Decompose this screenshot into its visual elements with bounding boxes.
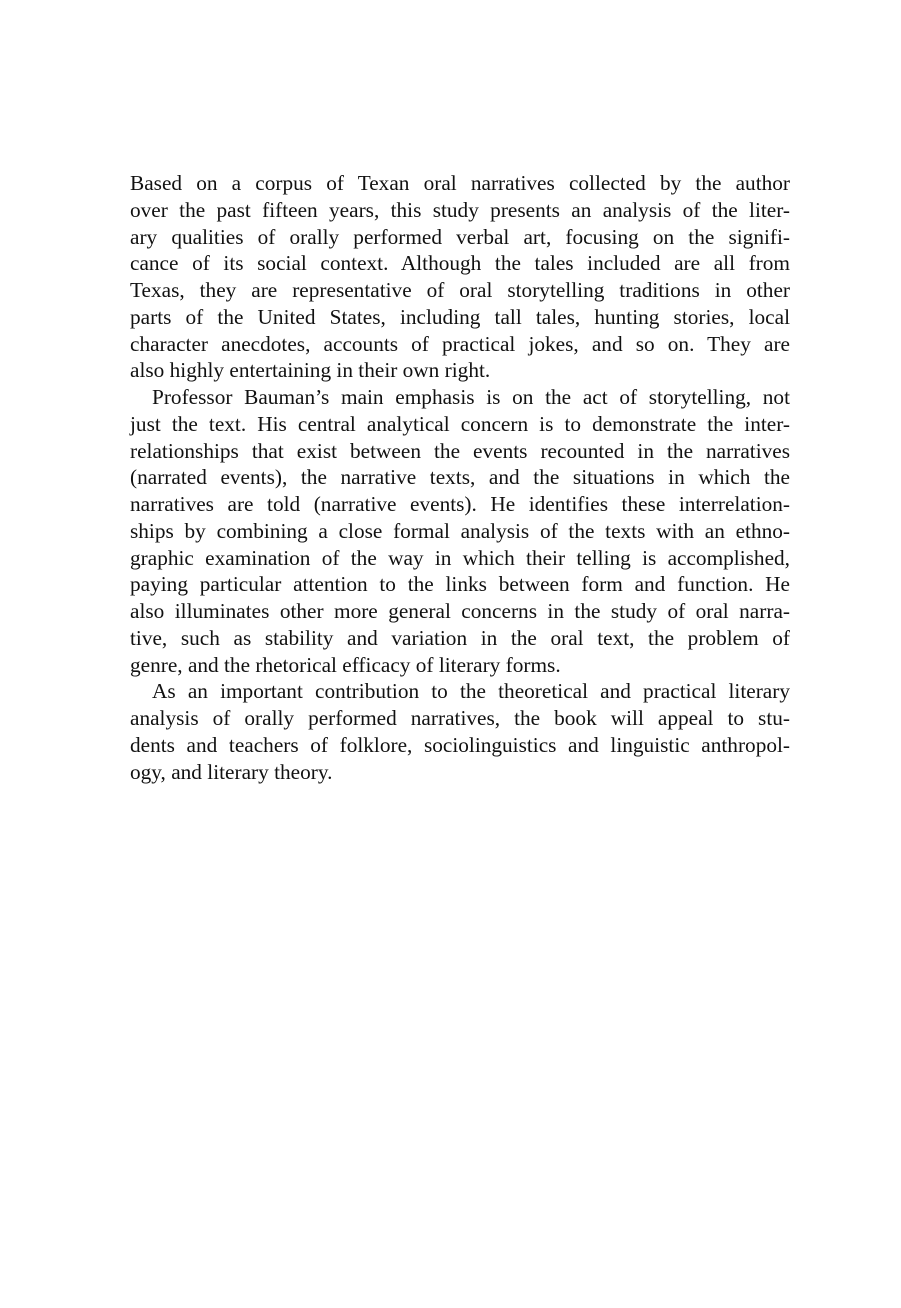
text-line: also highly entertaining in their own right. — [130, 358, 491, 383]
text-line: parts of the United States, including tall tales, hunting stories, local — [130, 304, 790, 329]
paragraph-3 — [130, 678, 790, 785]
text-line: character anecdotes, accounts of practical jokes, and so on. They are — [130, 331, 790, 356]
text-line: ary qualities of orally performed verbal art, focusing on the signifi- — [130, 224, 790, 249]
text-line: also illuminates other more general concerns in the study of oral narra- — [130, 599, 790, 623]
text-line: genre, and the rhetorical efficacy of literary forms. — [130, 652, 561, 677]
text-line: dents and teachers of folklore, sociolinguistics and linguistic anthropol- — [130, 732, 790, 757]
text-line: (narrated events), the narrative texts, and the situations in which the — [130, 465, 790, 490]
text-line: cance of its social context. Although the tales included are all from — [130, 251, 790, 276]
text-line: As an important contribution to the theoretical and practical literary — [152, 679, 790, 704]
text-line: over the past fifteen years, this study presents an analysis of the liter- — [130, 197, 790, 222]
text-line: paying particular attention to the links between form and function. He — [130, 572, 790, 597]
text-line: ogy, and literary theory. — [130, 759, 333, 784]
paragraph-2 — [130, 384, 790, 678]
text-line: Professor Bauman’s main emphasis is on the act of storytelling, not — [152, 385, 790, 409]
text-line: relationships that exist between the events recounted in the narratives — [130, 438, 790, 463]
text-line: Texas, they are representative of oral storytelling traditions in other — [130, 278, 790, 302]
text-line: ships by combining a close formal analysis of the texts with an ethno- — [130, 518, 790, 543]
text-line: Based on a corpus of Texan oral narratives collected by the author — [130, 171, 790, 195]
text-line: just the text. His central analytical concern is to demonstrate the inter- — [130, 411, 790, 436]
book-description — [130, 170, 790, 785]
text-line: graphic examination of the way in which their telling is accomplished, — [130, 545, 790, 570]
paragraph-1 — [130, 170, 790, 384]
text-line: narratives are told (narrative events). He identifies these interrelation- — [130, 492, 790, 516]
text-line: tive, such as stability and variation in the oral text, the problem of — [130, 625, 790, 650]
text-line: analysis of orally performed narratives, the book will appeal to stu- — [130, 706, 790, 730]
